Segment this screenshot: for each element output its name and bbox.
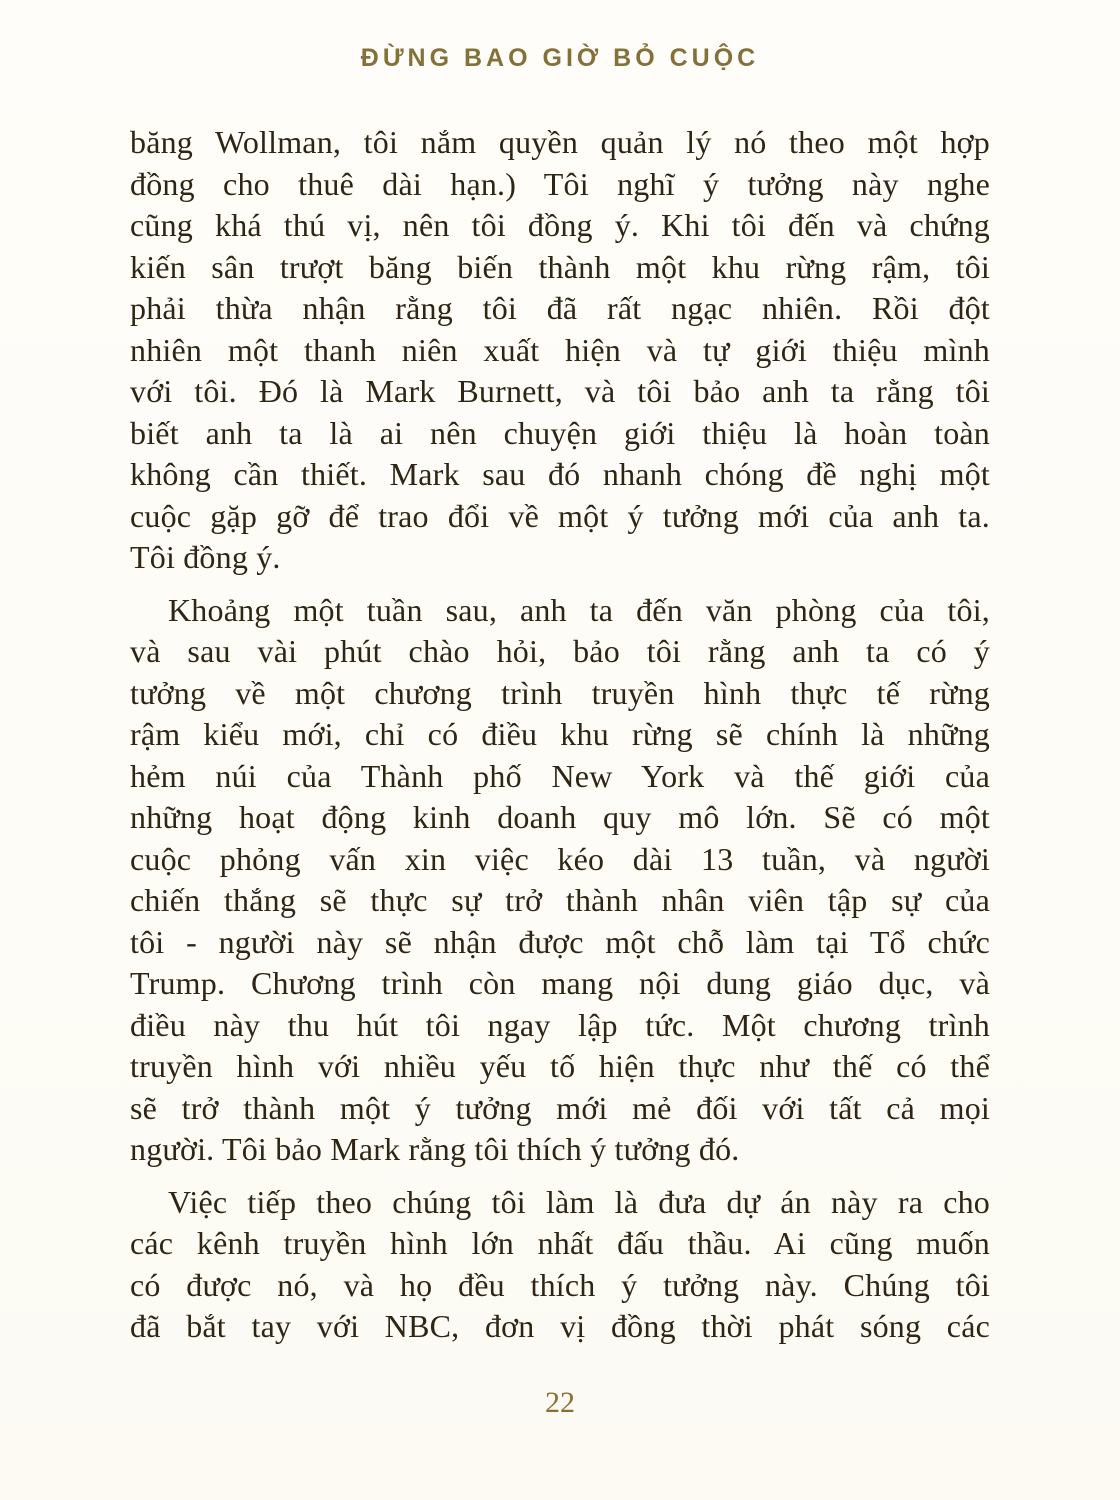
text-line: rậm kiểu mới, chỉ có điều khu rừng sẽ chính là những xyxy=(130,716,990,752)
paragraph xyxy=(130,590,990,1171)
text-line: Khoảng một tuần sau, anh ta đến văn phòng của tôi, xyxy=(168,591,990,628)
page-number: 22 xyxy=(545,1386,575,1419)
text-line: tôi - người này sẽ nhận được một chỗ làm tại Tổ chức xyxy=(130,923,990,960)
text-line: với tôi. Đó là Mark Burnett, và tôi bảo anh ta rằng tôi xyxy=(130,373,990,409)
text-line: những hoạt động kinh doanh quy mô lớn. Sẽ có một xyxy=(130,799,990,835)
paragraph xyxy=(130,122,990,579)
text-line: có được nó, và họ đều thích ý tưởng này. Chúng tôi xyxy=(130,1266,990,1303)
text-line: Tôi đồng ý. xyxy=(130,539,281,575)
text-line: điều này thu hút tôi ngay lập tức. Một chương trình xyxy=(130,1006,990,1043)
text-line: kiến sân trượt băng biến thành một khu rừng rậm, tôi xyxy=(130,248,990,285)
text-line: cuộc gặp gỡ để trao đổi về một ý tưởng mới của anh ta. xyxy=(130,497,990,534)
text-line: các kênh truyền hình lớn nhất đấu thầu. Ai cũng muốn xyxy=(130,1225,990,1261)
text-line: cuộc phỏng vấn xin việc kéo dài 13 tuần, và người xyxy=(130,840,990,877)
text-line: hẻm núi của Thành phố New York và thế giới của xyxy=(130,757,990,794)
text-line: truyền hình với nhiều yếu tố hiện thực như thế có thể xyxy=(130,1048,990,1084)
page-body xyxy=(130,122,990,1348)
text-line: người. Tôi bảo Mark rằng tôi thích ý tưởng đó. xyxy=(130,1131,740,1167)
paragraph xyxy=(130,1182,990,1348)
text-line: sẽ trở thành một ý tưởng mới mẻ đối với tất cả mọi xyxy=(130,1089,990,1126)
text-line: đồng cho thuê dài hạn.) Tôi nghĩ ý tưởng này nghe xyxy=(130,165,990,202)
running-head-title: ĐỪNG BAO GIỜ BỎ CUỘC xyxy=(360,44,760,72)
text-line: Việc tiếp theo chúng tôi làm là đưa dự án này ra cho xyxy=(168,1183,990,1220)
text-line: nhiên một thanh niên xuất hiện và tự giới thiệu mình xyxy=(130,331,990,368)
text-line: chiến thắng sẽ thực sự trở thành nhân viên tập sự của xyxy=(130,882,990,918)
text-line: Trump. Chương trình còn mang nội dung giáo dục, và xyxy=(130,965,990,1001)
text-line: băng Wollman, tôi nắm quyền quản lý nó theo một hợp xyxy=(130,124,990,160)
text-line: biết anh ta là ai nên chuyện giới thiệu là hoàn toàn xyxy=(130,414,990,451)
text-line: tưởng về một chương trình truyền hình thực tế rừng xyxy=(130,674,990,711)
text-line: cũng khá thú vị, nên tôi đồng ý. Khi tôi đến và chứng xyxy=(130,207,990,243)
text-line: không cần thiết. Mark sau đó nhanh chóng đề nghị một xyxy=(130,456,990,492)
text-line: và sau vài phút chào hỏi, bảo tôi rằng anh ta có ý xyxy=(130,633,990,669)
text-line: đã bắt tay với NBC, đơn vị đồng thời phát sóng các xyxy=(130,1308,990,1344)
text-line: phải thừa nhận rằng tôi đã rất ngạc nhiên. Rồi đột xyxy=(130,290,990,326)
